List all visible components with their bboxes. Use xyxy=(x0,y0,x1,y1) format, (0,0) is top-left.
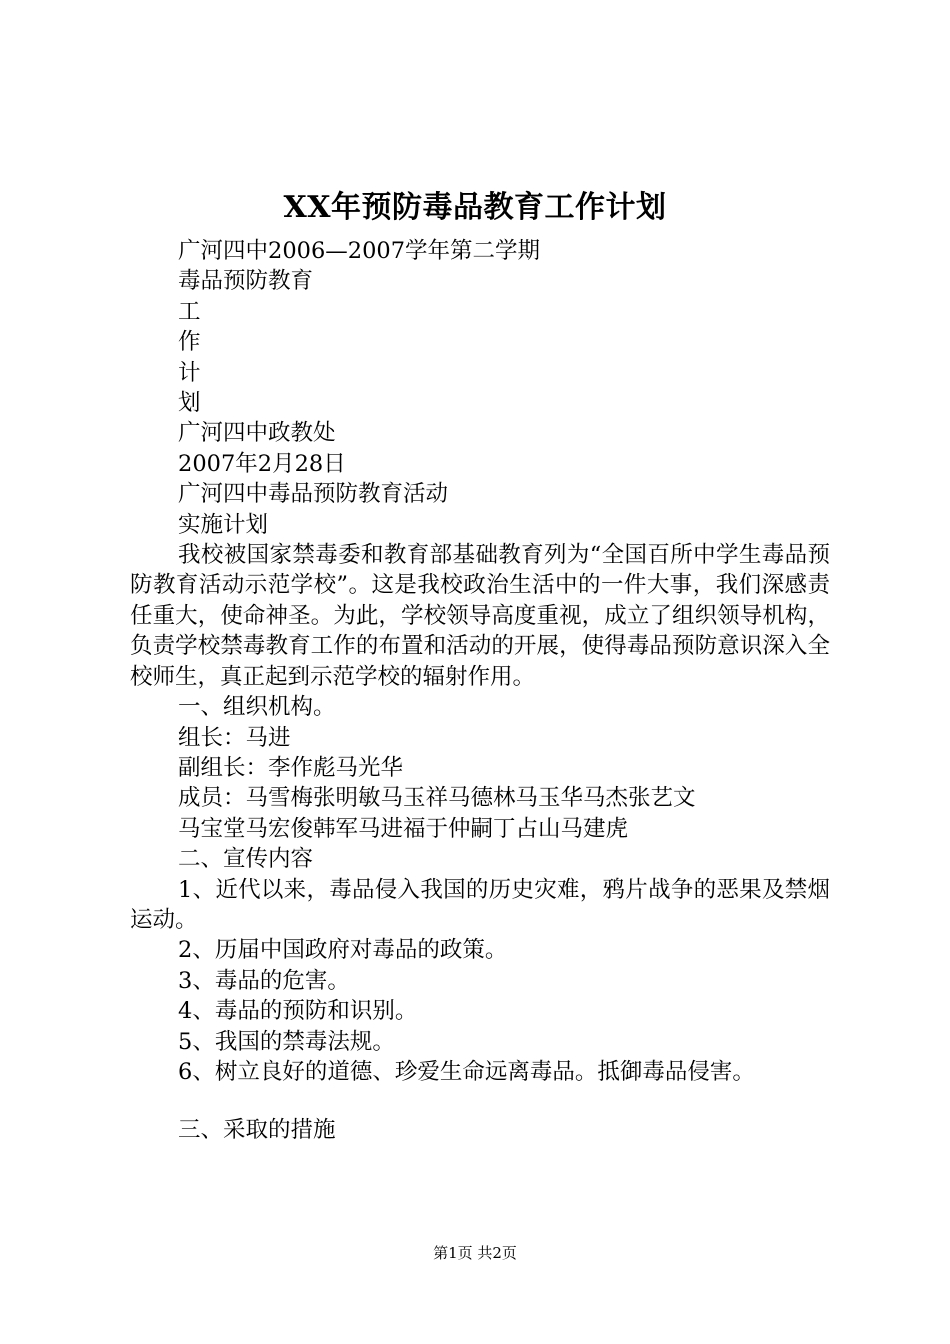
header-line-activity: 广河四中毒品预防教育活动 xyxy=(178,481,449,508)
section2-item4: 4、毒品的预防和识别。 xyxy=(178,998,418,1025)
section1-vice-leader: 副组长：李作彪马光华 xyxy=(178,754,404,781)
header-line-department: 广河四中政教处 xyxy=(178,420,336,447)
document-title: XX年预防毒品教育工作计划 xyxy=(283,190,667,225)
section1-members-line2: 马宝堂马宏俊韩军马进福于仲嗣丁占山马建虎 xyxy=(178,815,629,842)
section1-members-line1: 成员：马雪梅张明敏马玉祥马德林马玉华马杰张艺文 xyxy=(178,785,696,812)
header-line-char-2: 作 xyxy=(178,329,201,356)
header-line-plan: 实施计划 xyxy=(178,511,269,538)
header-line-char-1: 工 xyxy=(178,298,201,325)
section2-item6: 6、树立良好的道德、珍爱生命远离毒品。抵御毒品侵害。 xyxy=(178,1058,755,1085)
section2-item3: 3、毒品的危害。 xyxy=(178,967,350,994)
header-line-char-3: 计 xyxy=(178,359,201,386)
page-footer: 第1页 共2页 xyxy=(433,1244,517,1262)
section1-leader: 组长：马进 xyxy=(178,724,291,751)
section3-heading: 三、采取的措施 xyxy=(178,1117,336,1144)
section2-item1: 1、近代以来，毒品侵入我国的历史灾难，鸦片战争的恶果及禁烟运动。 xyxy=(130,876,830,933)
section2-item5: 5、我国的禁毒法规。 xyxy=(178,1028,395,1055)
document-body xyxy=(130,236,830,1146)
header-line-term: 广河四中2006—2007学年第二学期 xyxy=(178,238,541,264)
intro-paragraph: 我校被国家禁毒委和教育部基础教育列为“全国百所中学生毒品预防教育活动示范学校”。这是我校政治生活中的一件大事，我们深感责任重大，使命神圣。为此，学校领导高度重视，成立了组织领导机构，负责学校禁毒教育工作的布置和活动的开展，使得毒品预防意识深入全校师生，真正起到示范学校的辐射作用。 xyxy=(130,542,830,690)
section2-heading: 二、宣传内容 xyxy=(178,846,314,873)
header-line-subject: 毒品预防教育 xyxy=(178,268,314,295)
paragraph-gap xyxy=(130,1087,830,1115)
header-line-char-4: 划 xyxy=(178,390,201,417)
section1-heading: 一、组织机构。 xyxy=(178,694,336,721)
section2-item2: 2、历届中国政府对毒品的政策。 xyxy=(178,937,508,964)
header-line-date: 2007年2月28日 xyxy=(178,450,346,477)
